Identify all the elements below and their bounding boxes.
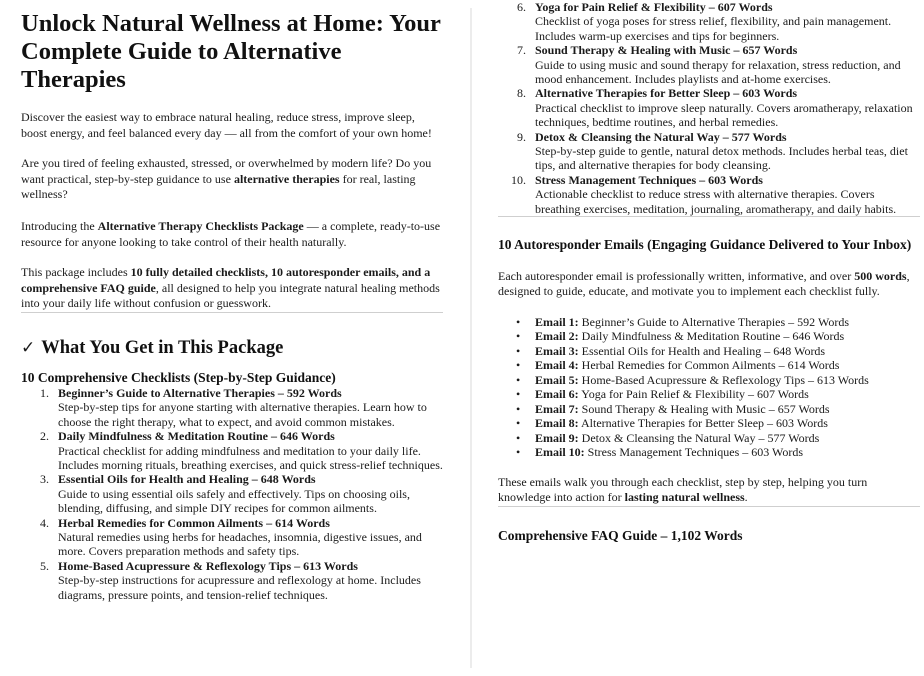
checklist-list-continued bbox=[498, 0, 920, 216]
checklist-item-title: Alternative Therapies for Better Sleep – 603 Words bbox=[535, 86, 798, 101]
text: Introducing the bbox=[21, 218, 98, 233]
email-label: Email 2: bbox=[535, 329, 579, 344]
checklist-item-description: Step-by-step tips for anyone starting with alternative therapies. Learn how to choose the right therapy, what to expect, and avoid common mistakes. bbox=[58, 400, 427, 429]
checklist-item-title: Herbal Remedies for Common Ailments – 614 Words bbox=[58, 515, 330, 530]
email-list-item bbox=[498, 373, 920, 388]
checklist-item-title: Detox & Cleansing the Natural Way – 577 Words bbox=[535, 129, 787, 144]
email-list-item bbox=[498, 416, 920, 431]
checklist-item-description: Step-by-step guide to gentle, natural detox methods. Includes herbal teas, diet tips, and alternative therapies for body cleansing. bbox=[535, 144, 908, 173]
checklist-item-description: Step-by-step instructions for acupressure and reflexology at home. Includes diagrams, pressure points, and tension-relief techniques. bbox=[58, 573, 421, 602]
emails-intro bbox=[498, 269, 920, 300]
item-number: 5. bbox=[40, 558, 49, 573]
section-divider bbox=[21, 312, 443, 313]
bullet-icon: • bbox=[516, 430, 521, 445]
email-title: Daily Mindfulness & Meditation Routine – 646 Words bbox=[578, 329, 845, 344]
bullet-icon: • bbox=[516, 358, 521, 373]
bullet-icon: • bbox=[516, 372, 521, 387]
section-divider bbox=[498, 216, 920, 217]
email-list-item bbox=[498, 329, 920, 344]
text: These emails walk you through each checklist, step by step, helping you turn knowledge into action for bbox=[498, 474, 868, 505]
bullet-icon: • bbox=[516, 416, 521, 431]
email-title: Yoga for Pain Relief & Flexibility – 607 Words bbox=[578, 387, 809, 402]
email-list-item bbox=[498, 387, 920, 402]
checklist-item-description: Practical checklist to improve sleep naturally. Covers aromatherapy, relaxation techniques, bedtime routines, and herbal remedies. bbox=[535, 100, 913, 130]
bullet-icon: • bbox=[516, 401, 521, 416]
bullet-icon: • bbox=[516, 387, 521, 402]
bullet-icon: • bbox=[516, 329, 521, 344]
checklist-item bbox=[21, 516, 443, 559]
email-label: Email 8: bbox=[535, 416, 579, 431]
checklist-item-description: Checklist of yoga poses for stress relief, flexibility, and pain management. Includes warm-up exercises and tips for beginners. bbox=[535, 14, 892, 43]
bold-text: Alternative Therapy Checklists Package bbox=[97, 218, 304, 233]
intro-paragraph-4 bbox=[21, 265, 443, 312]
bullet-icon: • bbox=[516, 445, 521, 460]
checklist-item-description: Practical checklist for adding mindfulness and meditation to your daily life. Includes morning rituals, breathing exercises, and quick stress-relief techniques. bbox=[58, 443, 443, 472]
email-label: Email 5: bbox=[535, 372, 579, 387]
email-title: Alternative Therapies for Better Sleep – 603 Words bbox=[578, 416, 828, 431]
item-number: 3. bbox=[40, 472, 49, 487]
email-label: Email 4: bbox=[535, 358, 579, 373]
checklist-item-description: Actionable checklist to reduce stress with alternative therapies. Covers breathing exercises, meditation, journaling, aromatherapy, and daily habits. bbox=[535, 187, 897, 216]
page-title: Unlock Natural Wellness at Home: Your Complete Guide to Alternative Therapies bbox=[21, 10, 441, 93]
checklist-item bbox=[21, 559, 443, 602]
checklist-item-description: Guide to using music and sound therapy for relaxation, stress reduction, and mood enhancement. Includes playlists and at-home exercises. bbox=[535, 57, 901, 87]
column-divider bbox=[470, 8, 472, 668]
checklist-item-description: Guide to using essential oils safely and effectively. Tips on choosing oils, blending, diffusing, and simple DIY recipes for common ailments. bbox=[58, 486, 410, 516]
email-label: Email 9: bbox=[535, 430, 579, 445]
text: , all designed to help you integrate natural healing methods into your daily life without confusion or guesswork. bbox=[21, 280, 440, 311]
bold-text: alternative therapies bbox=[233, 171, 340, 186]
bold-text: lasting natural wellness bbox=[624, 490, 745, 505]
bold-text: 10 fully detailed checklists, 10 autoresponder emails, and a comprehensive FAQ guide bbox=[21, 265, 431, 295]
checklist-item-title: Sound Therapy & Healing with Music – 657 Words bbox=[535, 43, 798, 58]
checklist-item-description: Natural remedies using herbs for headaches, insomnia, digestive issues, and more. Covers preparation methods and safety tips. bbox=[58, 530, 422, 559]
text: Are you tired of feeling exhausted, stressed, or overwhelmed by modern life? Do you want practical, step-by-step guidance to use bbox=[21, 156, 432, 186]
email-title: Stress Management Techniques – 603 Words bbox=[584, 445, 804, 460]
intro-paragraph-1: Discover the easiest way to embrace natural healing, reduce stress, improve sleep, boost energy, and feel balanced every day — all from the comfort of your own home! bbox=[21, 110, 432, 140]
checklist-item bbox=[498, 86, 920, 129]
text: Each autoresponder email is professionally written, informative, and over bbox=[498, 268, 855, 283]
checklist-item bbox=[21, 429, 443, 472]
email-list-item bbox=[498, 402, 920, 417]
item-number: 2. bbox=[40, 429, 49, 444]
emails-heading: 10 Autoresponder Emails (Engaging Guidance Delivered to Your Inbox) bbox=[498, 237, 912, 253]
emails-outro bbox=[498, 475, 920, 506]
bullet-icon: • bbox=[516, 314, 521, 329]
package-heading: What You Get in This Package bbox=[41, 337, 284, 358]
text: for real, lasting wellness? bbox=[21, 171, 416, 202]
checklist-item bbox=[498, 130, 920, 173]
bold-text: 500 words bbox=[854, 268, 907, 283]
checklist-item bbox=[498, 173, 920, 216]
email-label: Email 3: bbox=[535, 343, 579, 358]
checklist-item-title: Stress Management Techniques – 603 Words bbox=[535, 172, 763, 187]
intro-paragraph-2 bbox=[21, 156, 443, 203]
item-number: 8. bbox=[517, 86, 526, 101]
checklist-item-title: Essential Oils for Health and Healing – 648 Words bbox=[58, 472, 316, 487]
email-title: Essential Oils for Health and Healing – 648 Words bbox=[578, 343, 826, 358]
checklist-item bbox=[498, 0, 920, 43]
item-number: 1. bbox=[40, 385, 49, 400]
item-number: 6. bbox=[517, 0, 526, 14]
item-number: 10. bbox=[511, 172, 526, 187]
email-label: Email 6: bbox=[535, 387, 579, 402]
checklist-item-title: Beginner’s Guide to Alternative Therapies – 592 Words bbox=[58, 385, 342, 400]
package-heading-row bbox=[21, 337, 443, 359]
section-divider bbox=[498, 506, 920, 507]
email-title: Beginner’s Guide to Alternative Therapies – 592 Words bbox=[578, 314, 849, 329]
email-title: Detox & Cleansing the Natural Way – 577 Words bbox=[578, 430, 820, 445]
email-title: Herbal Remedies for Common Ailments – 614 Words bbox=[578, 358, 840, 373]
email-title: Home-Based Acupressure & Reflexology Tips – 613 Words bbox=[578, 372, 869, 387]
item-number: 4. bbox=[40, 515, 49, 530]
checklist-item bbox=[21, 472, 443, 515]
email-label: Email 10: bbox=[535, 445, 585, 460]
faq-heading: Comprehensive FAQ Guide – 1,102 Words bbox=[498, 527, 743, 543]
checklist-item bbox=[21, 386, 443, 429]
text: — a complete, ready-to-use resource for anyone looking to take control of their health naturally. bbox=[21, 218, 441, 249]
email-title: Sound Therapy & Healing with Music – 657 Words bbox=[578, 401, 830, 416]
checklist-item bbox=[498, 43, 920, 86]
item-number: 9. bbox=[517, 129, 526, 144]
email-label: Email 7: bbox=[535, 401, 579, 416]
item-number: 7. bbox=[517, 43, 526, 58]
email-list-item bbox=[498, 344, 920, 359]
email-list-item bbox=[498, 445, 920, 460]
bullet-icon: • bbox=[516, 343, 521, 358]
text: This package includes bbox=[21, 265, 131, 280]
checklists-heading: 10 Comprehensive Checklists (Step-by-Step Guidance) bbox=[21, 369, 336, 385]
email-list-item bbox=[498, 431, 920, 446]
email-list bbox=[498, 315, 920, 460]
check-mark-icon: ✓ bbox=[21, 337, 36, 358]
left-column bbox=[21, 0, 443, 602]
email-label: Email 1: bbox=[535, 314, 579, 329]
checklist-item-title: Home-Based Acupressure & Reflexology Tips – 613 Words bbox=[58, 558, 358, 573]
checklist-list bbox=[21, 386, 443, 602]
checklist-item-title: Yoga for Pain Relief & Flexibility – 607 Words bbox=[535, 0, 773, 14]
text: , designed to guide, educate, and motivate you to implement each checklist fully. bbox=[498, 268, 910, 299]
text: . bbox=[744, 490, 748, 505]
email-list-item bbox=[498, 315, 920, 330]
right-column bbox=[498, 0, 920, 544]
email-list-item bbox=[498, 358, 920, 373]
checklist-item-title: Daily Mindfulness & Meditation Routine – 646 Words bbox=[58, 429, 335, 444]
intro-paragraph-3 bbox=[21, 219, 443, 250]
